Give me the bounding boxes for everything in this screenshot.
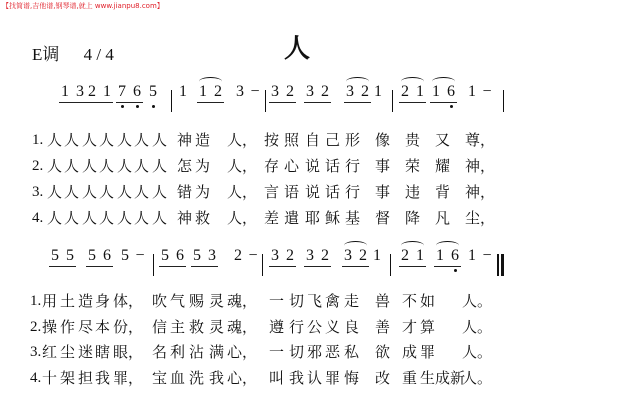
barline — [265, 90, 266, 112]
beam-underline — [269, 266, 296, 267]
lyric-word: 人 — [99, 131, 115, 149]
note: 3 — [271, 83, 279, 100]
lyric-word: 用 — [42, 292, 58, 310]
barline — [171, 90, 172, 112]
beam-underline — [430, 102, 457, 103]
low-octave-dot — [454, 269, 457, 272]
lyric-word: 行 — [345, 157, 361, 175]
lyric-word: 本 — [95, 318, 111, 336]
lyric-word: 利 — [170, 343, 186, 361]
note: 6 — [133, 83, 141, 100]
note: 5 — [161, 247, 169, 264]
lyric-word: 人 — [134, 157, 150, 175]
beam-underline — [344, 102, 371, 103]
note: 2 — [359, 247, 367, 264]
lyric-word: 荣 — [405, 157, 421, 175]
note: 1 — [179, 83, 187, 100]
lyric-word: 罪 — [325, 369, 341, 387]
beam-underline — [159, 266, 186, 267]
note: 2 — [234, 247, 242, 264]
note: 5 — [149, 83, 157, 100]
note: 1 — [416, 83, 424, 100]
lyric-word: 人 — [117, 183, 133, 201]
lyric-word: 心， — [227, 343, 258, 361]
lyric-word: 兽 — [375, 292, 391, 310]
barline — [153, 254, 154, 276]
low-octave-dot — [136, 105, 139, 108]
lyric-word: 人。 — [462, 343, 493, 361]
lyric-word: 不 — [402, 292, 418, 310]
lyric-word: 人 — [64, 131, 80, 149]
lyric-word: 心， — [227, 369, 258, 387]
lyric-word: 人 — [152, 209, 168, 227]
note: 1 — [61, 83, 69, 100]
lyric-word: 照 — [284, 131, 300, 149]
lyric-word: 一 — [269, 292, 285, 310]
lyric-word: 血 — [170, 369, 186, 387]
lyric-word: 人 — [82, 183, 98, 201]
beam-underline — [269, 102, 296, 103]
beam-underline — [86, 266, 113, 267]
watermark: 【找简谱,吉他谱,钢琴谱,就上 www.jianpu8.com】 — [2, 2, 164, 10]
note: 2 — [88, 83, 96, 100]
verse-number: 2. — [30, 319, 42, 335]
lyric-word: 怎 — [177, 157, 193, 175]
note: 2 — [361, 83, 369, 100]
lyric-word: 红 — [42, 343, 58, 361]
key-signature-block — [32, 40, 134, 65]
lyric-word: 降 — [405, 209, 421, 227]
lyric-word: 架 — [60, 369, 76, 387]
lyric-word: 飞 — [307, 292, 323, 310]
lyric-word: 迷 — [78, 343, 94, 361]
lyric-word: 人 — [134, 209, 150, 227]
lyric-word: 瞎 — [95, 343, 111, 361]
lyric-word: 人。 — [462, 318, 493, 336]
note: 2 — [401, 83, 409, 100]
lyric-word: 灵 — [209, 318, 225, 336]
beam-underline — [342, 266, 369, 267]
note: 3 — [306, 247, 314, 264]
lyric-word: 督 — [375, 209, 391, 227]
lyric-word: 义 — [325, 318, 341, 336]
lyric-word: 说 — [305, 183, 321, 201]
lyric-word: 差 — [264, 209, 280, 227]
key-label: E调 — [32, 45, 60, 64]
lyric-word: 话 — [325, 157, 341, 175]
lyric-word: 生成新 — [420, 369, 466, 387]
lyric-word: 公 — [307, 318, 323, 336]
lyric-word: 人。 — [462, 369, 493, 387]
beam-underline — [116, 102, 143, 103]
lyric-word: 叫 — [269, 369, 285, 387]
lyric-word: 人。 — [462, 292, 493, 310]
note: 5 — [193, 247, 201, 264]
lyric-word: 耀 — [435, 157, 451, 175]
song-title: 人 — [284, 34, 311, 64]
lyric-word: 十 — [42, 369, 58, 387]
note: 2 — [214, 83, 222, 100]
lyric-word: 土 — [60, 292, 76, 310]
lyric-word: 尘， — [465, 209, 496, 227]
barline — [390, 254, 391, 276]
lyric-word: 善 — [375, 318, 391, 336]
lyric-word: 欲 — [375, 343, 391, 361]
lyric-word: 行 — [289, 318, 305, 336]
note: 5 — [88, 247, 96, 264]
lyric-word: 体， — [113, 292, 144, 310]
lyric-word: 吹 — [152, 292, 168, 310]
lyric-word: 人， — [227, 131, 258, 149]
hold-dash: − — [482, 247, 492, 264]
slur-arc — [199, 77, 222, 86]
note: 1 — [436, 247, 444, 264]
lyric-word: 为 — [195, 183, 211, 201]
lyric-word: 自 — [305, 131, 321, 149]
lyric-word: 尘 — [60, 343, 76, 361]
slur-arc — [432, 77, 455, 86]
lyric-word: 尊， — [465, 131, 496, 149]
lyric-word: 神 — [177, 209, 193, 227]
lyric-word: 身 — [95, 292, 111, 310]
time-signature: 4 / 4 — [83, 45, 114, 64]
lyric-word: 操 — [42, 318, 58, 336]
note: 6 — [176, 247, 184, 264]
low-octave-dot — [121, 105, 124, 108]
lyric-word: 罪 — [420, 343, 436, 361]
lyric-word: 人 — [152, 131, 168, 149]
note: 5 — [66, 247, 74, 264]
slur-arc — [436, 241, 459, 250]
hold-dash: − — [250, 83, 260, 100]
lyric-word: 人 — [99, 183, 115, 201]
barline — [392, 90, 393, 112]
lyric-word: 救 — [195, 209, 211, 227]
lyric-word: 成 — [402, 343, 418, 361]
verse-number: 4. — [30, 370, 42, 386]
lyric-word: 切 — [289, 292, 305, 310]
lyric-word: 遣 — [284, 209, 300, 227]
note: 5 — [121, 247, 129, 264]
note: 6 — [103, 247, 111, 264]
hold-dash: − — [135, 247, 145, 264]
lyric-word: 担 — [78, 369, 94, 387]
lyric-word: 主 — [170, 318, 186, 336]
note: 3 — [344, 247, 352, 264]
note: 1 — [199, 83, 207, 100]
verse-number: 4. — [32, 210, 44, 226]
verse-number: 1. — [32, 132, 44, 148]
hold-dash: − — [248, 247, 258, 264]
lyric-word: 为 — [195, 157, 211, 175]
lyric-word: 尽 — [78, 318, 94, 336]
lyric-word: 邪 — [307, 343, 323, 361]
lyric-word: 耶 — [305, 209, 321, 227]
verse-number: 3. — [32, 184, 44, 200]
lyric-word: 人 — [134, 131, 150, 149]
lyric-word: 禽 — [325, 292, 341, 310]
beam-underline — [197, 102, 224, 103]
note: 1 — [374, 83, 382, 100]
barline — [503, 90, 504, 112]
lyric-word: 人 — [134, 183, 150, 201]
lyric-word: 人 — [117, 209, 133, 227]
lyric-word: 人 — [152, 183, 168, 201]
beam-underline — [304, 266, 331, 267]
low-octave-dot — [450, 105, 453, 108]
lyric-word: 人 — [64, 209, 80, 227]
note: 2 — [321, 83, 329, 100]
lyric-word: 贵 — [405, 131, 421, 149]
lyric-word: 我 — [289, 369, 305, 387]
lyric-word: 按 — [264, 131, 280, 149]
lyric-word: 悔 — [344, 369, 360, 387]
lyric-word: 错 — [177, 183, 193, 201]
lyric-word: 像 — [375, 131, 391, 149]
note: 5 — [51, 247, 59, 264]
lyric-word: 神， — [465, 157, 496, 175]
lyric-word: 名 — [152, 343, 168, 361]
slur-arc — [401, 241, 424, 250]
note: 1 — [103, 83, 111, 100]
lyric-word: 人 — [47, 131, 63, 149]
lyric-word: 事 — [375, 157, 391, 175]
note: 3 — [208, 247, 216, 264]
lyric-word: 洗 — [189, 369, 205, 387]
lyric-word: 人 — [64, 157, 80, 175]
beam-underline — [399, 102, 426, 103]
lyric-word: 基 — [345, 209, 361, 227]
lyric-word: 事 — [375, 183, 391, 201]
lyric-word: 我 — [95, 369, 111, 387]
lyric-word: 满 — [209, 343, 225, 361]
lyric-word: 宝 — [152, 369, 168, 387]
lyric-word: 罪， — [113, 369, 144, 387]
slur-arc — [401, 77, 424, 86]
lyric-word: 人 — [99, 157, 115, 175]
lyric-word: 人 — [117, 157, 133, 175]
lyric-word: 存 — [264, 157, 280, 175]
lyric-word: 行 — [345, 183, 361, 201]
lyric-word: 人 — [82, 157, 98, 175]
lyric-word: 作 — [60, 318, 76, 336]
lyric-word: 人 — [82, 209, 98, 227]
lyric-word: 说 — [305, 157, 321, 175]
note: 6 — [447, 83, 455, 100]
lyric-word: 遵 — [269, 318, 285, 336]
beam-underline — [304, 102, 331, 103]
lyric-word: 份， — [113, 318, 144, 336]
low-octave-dot — [152, 105, 155, 108]
beam-underline — [191, 266, 218, 267]
lyric-word: 凡 — [435, 209, 451, 227]
lyric-word: 又 — [435, 131, 451, 149]
lyric-word: 良 — [344, 318, 360, 336]
note: 3 — [346, 83, 354, 100]
hold-dash: − — [482, 83, 492, 100]
note: 3 — [271, 247, 279, 264]
beam-underline — [399, 266, 426, 267]
lyric-word: 魂， — [227, 318, 258, 336]
lyric-word: 气 — [170, 292, 186, 310]
lyric-word: 形 — [345, 131, 361, 149]
note: 3 — [236, 83, 244, 100]
lyric-word: 人 — [117, 131, 133, 149]
lyric-word: 认 — [307, 369, 323, 387]
note: 2 — [321, 247, 329, 264]
note: 1 — [468, 247, 476, 264]
beam-underline — [49, 266, 76, 267]
lyric-word: 救 — [189, 318, 205, 336]
note: 7 — [118, 83, 126, 100]
verse-number: 3. — [30, 344, 42, 360]
note: 2 — [286, 247, 294, 264]
note: 3 — [76, 83, 84, 100]
lyric-word: 魂， — [227, 292, 258, 310]
lyric-word: 重 — [402, 369, 418, 387]
lyric-word: 一 — [269, 343, 285, 361]
lyric-word: 人， — [227, 157, 258, 175]
lyric-word: 人 — [64, 183, 80, 201]
slur-arc — [346, 77, 369, 86]
lyric-word: 言 — [264, 183, 280, 201]
lyric-word: 眼， — [113, 343, 144, 361]
lyric-word: 心 — [284, 157, 300, 175]
lyric-word: 神， — [465, 183, 496, 201]
note: 1 — [416, 247, 424, 264]
lyric-word: 人 — [152, 157, 168, 175]
lyric-word: 语 — [284, 183, 300, 201]
lyric-word: 私 — [344, 343, 360, 361]
lyric-word: 如 — [420, 292, 436, 310]
lyric-word: 信 — [152, 318, 168, 336]
lyric-word: 人， — [227, 209, 258, 227]
verse-number: 2. — [32, 158, 44, 174]
final-barline — [497, 254, 499, 276]
beam-underline — [59, 102, 86, 103]
note: 2 — [286, 83, 294, 100]
note: 1 — [468, 83, 476, 100]
barline — [262, 254, 263, 276]
lyric-word: 沾 — [189, 343, 205, 361]
lyric-word: 人 — [47, 157, 63, 175]
verse-number: 1. — [30, 293, 42, 309]
lyric-word: 才 — [402, 318, 418, 336]
lyric-word: 走 — [344, 292, 360, 310]
lyric-word: 造 — [78, 292, 94, 310]
lyric-word: 神 — [177, 131, 193, 149]
beam-underline — [86, 102, 113, 103]
lyric-word: 算 — [420, 318, 436, 336]
note: 1 — [373, 247, 381, 264]
slur-arc — [344, 241, 367, 250]
lyric-word: 赐 — [189, 292, 205, 310]
lyric-word: 人 — [47, 209, 63, 227]
lyric-word: 违 — [405, 183, 421, 201]
lyric-word: 人 — [99, 209, 115, 227]
lyric-word: 己 — [325, 131, 341, 149]
lyric-word: 切 — [289, 343, 305, 361]
note: 6 — [451, 247, 459, 264]
note: 2 — [401, 247, 409, 264]
lyric-word: 稣 — [325, 209, 341, 227]
lyric-word: 人 — [47, 183, 63, 201]
lyric-word: 话 — [325, 183, 341, 201]
note: 1 — [432, 83, 440, 100]
beam-underline — [434, 266, 461, 267]
lyric-word: 背 — [435, 183, 451, 201]
lyric-word: 我 — [209, 369, 225, 387]
note: 3 — [306, 83, 314, 100]
lyric-word: 灵 — [209, 292, 225, 310]
lyric-word: 改 — [375, 369, 391, 387]
lyric-word: 恶 — [325, 343, 341, 361]
lyric-word: 造 — [195, 131, 211, 149]
lyric-word: 人， — [227, 183, 258, 201]
lyric-word: 人 — [82, 131, 98, 149]
